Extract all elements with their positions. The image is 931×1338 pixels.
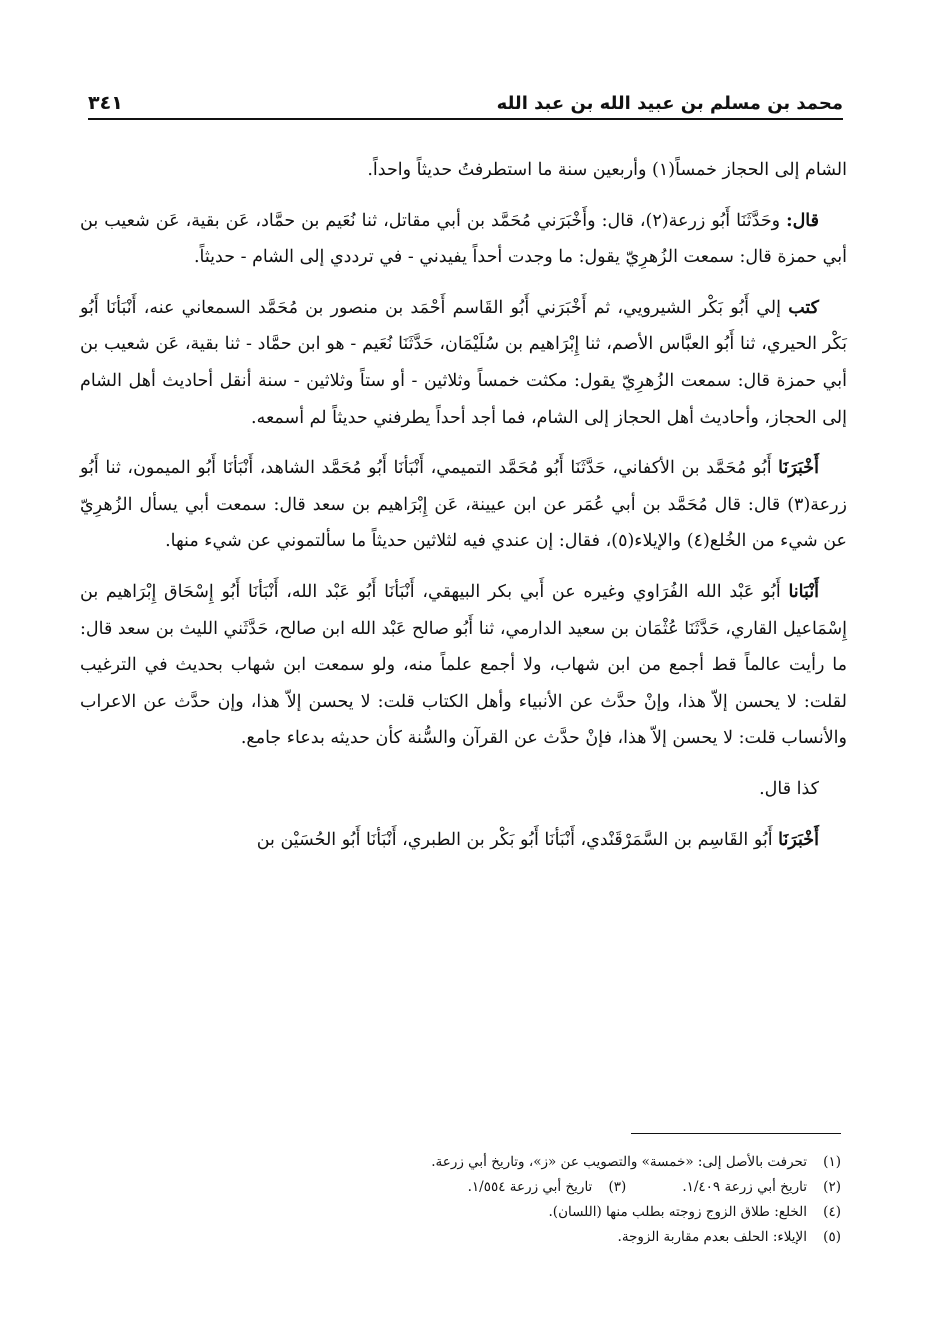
paragraph-3 [80, 290, 847, 436]
footnote-5-text: الإيلاء: الحلف بعدم مقاربة الزوجة. [617, 1229, 807, 1245]
paragraph-7-text: أَبُو القَاسِم بن السَّمَرْقَنْدي، أَنْبَأنَا أَبُو بَكْر بن الطبري، أَنْبَأنَا أَبُو الحُسَيْن بن [256, 829, 779, 850]
paragraph-1 [80, 152, 847, 189]
running-title: محمد بن مسلم بن عبيد الله بن عبد الله [496, 93, 843, 114]
paragraph-2-lead: قال: [786, 210, 819, 231]
paragraph-7 [80, 822, 847, 859]
footnote-2-number: (٢) [823, 1179, 841, 1195]
footnote-4-number: (٤) [823, 1204, 841, 1220]
footnote-4 [90, 1200, 841, 1225]
footnote-divider [631, 1133, 841, 1134]
paragraph-5-lead: أَنْبَانا [788, 581, 819, 602]
footnote-3-number: (٣) [608, 1179, 627, 1195]
footnote-2 [682, 1175, 841, 1200]
page-header [88, 80, 843, 120]
footnote-5-number: (٥) [823, 1229, 841, 1245]
footnote-5 [90, 1225, 841, 1250]
paragraph-4 [80, 450, 847, 560]
paragraph-3-text: إلي أَبُو بَكْر الشيرويي، ثم أَخْبَرَني أَبُو القَاسم أَحْمَد بن منصور بن مُحَمَّد السمعاني عنه، أَنْبَأنَا أَبُو بَكْر الحيري، ثنا أَبُو العبَّاس الأصم، ثنا إِبْرَاهيم بن سُلَيْمَان، حَدَّثَنَا نُعَيم - هو ابن حمَّاد - ثنا بقية، عَن شعيب بن أبي حمزة قال: سمعت الزُهرِيّ يقول: مكثت خمساً وثلاثين - أو ستاً وثلاثين - سنة أنقل أحاديث أهل الشام إلى الحجاز، وأحاديث أهل الحجاز إلى الشام، فما أجد أحداً يطرفني حديثاً لم أسمعه. [80, 297, 847, 428]
footnote-1 [90, 1150, 841, 1175]
footnote-3 [468, 1175, 627, 1200]
paragraph-6-text: كذا قال. [759, 778, 819, 799]
paragraph-5-text: أَبُو عَبْد الله الفُرَاوي وغيره عن أَبي بكر البيهقي، أَنْبَأنَا أَبُو عَبْد الله، أَنْبَأنَا أَبُو إِسْحَاق إِبْرَاهيم بن إِسْمَاعيل القاري، حَدَّثَنَا عُثْمَان بن سعيد الدارمي، ثنا أَبُو صالح عَبْد الله ابن صالح، حَدَّثَني الليث بن سعد قال: ما رأيت عالماً قط أجمع من ابن شهاب، ولا أجمع علماً منه، ولو سمعت ابن شهاب بحديث في الترغيب لقلت: لا يحسن إلاّ هذا، وإنْ حدَّث عن الأنبياء وأهل الكتاب قلت: لا يحسن إلاّ هذا، وإن حدَّث عن الاعراب والأنساب قلت: لا يحسن إلاّ هذا، فإنْ حدَّث عن القرآن والسُّنة كأن حديثه بدعاء جامع. [80, 581, 847, 749]
main-text [80, 152, 847, 872]
paragraph-1-text: الشام إلى الحجاز خمساً(١) وأربعين سنة ما استطرفتُ حديثاً واحداً. [367, 160, 847, 180]
paragraph-2-text: وحَدَّثَنَا أَبُو زرعة(٢)، قال: وأَخْبَرَني مُحَمَّد بن أبي مقاتل، ثنا نُعَيم بن حمَّاد، عَن بقية، عَن شعيب بن أبي حمزة قال: سمعت الزُهرِيّ يقول: ما وجدت أحداً يفيدني - في ترددي إلى الشام - حديثاً. [80, 210, 847, 268]
paragraph-3-lead: كتب [788, 297, 819, 318]
footnote-4-text: الخلع: طلاق الزوج زوجته بطلب منها (اللسان). [548, 1204, 807, 1220]
paragraph-4-text: أَبُو مُحَمَّد بن الأكفاني، حَدَّثَنَا أَبُو مُحَمَّد التميمي، أَنْبَأنَا أَبُو مُحَمَّد الشاهد، أَنْبَأنَا أَبُو الميمون، ثنا أَبُو زرعة(٣) قال: قال مُحَمَّد بن أبي عُمَر عن ابن عيينة، عَن إِبْرَاهيم بن سعد قال: سمعت أبي يسأل الزُهرِيّ عن شيء من الخُلع(٤) والإيلاء(٥)، فقال: إن عندي فيه لثلاثين حديثاً ما سألتموني عن شيء منها. [80, 458, 847, 552]
paragraph-6 [80, 771, 847, 808]
footnote-3-text: تاريخ أبي زرعة ١/٥٥٤. [467, 1179, 593, 1195]
footnote-1-number: (١) [823, 1154, 841, 1170]
footnote-pair [90, 1175, 841, 1200]
paragraph-5 [80, 574, 847, 757]
paragraph-7-lead: أَخْبَرَنَا [778, 829, 819, 850]
paragraph-4-lead: أَخْبَرَنَا [778, 458, 819, 479]
footnote-2-text: تاريخ أبي زرعة ١/٤٠٩. [682, 1179, 807, 1195]
paragraph-2 [80, 203, 847, 276]
footnote-1-text: تحرفت بالأصل إلى: «خمسة» والتصويب عن «ز»، وتاريخ أبي زرعة. [431, 1154, 807, 1170]
page-number: ٣٤١ [88, 92, 123, 114]
footnotes [90, 1150, 841, 1250]
